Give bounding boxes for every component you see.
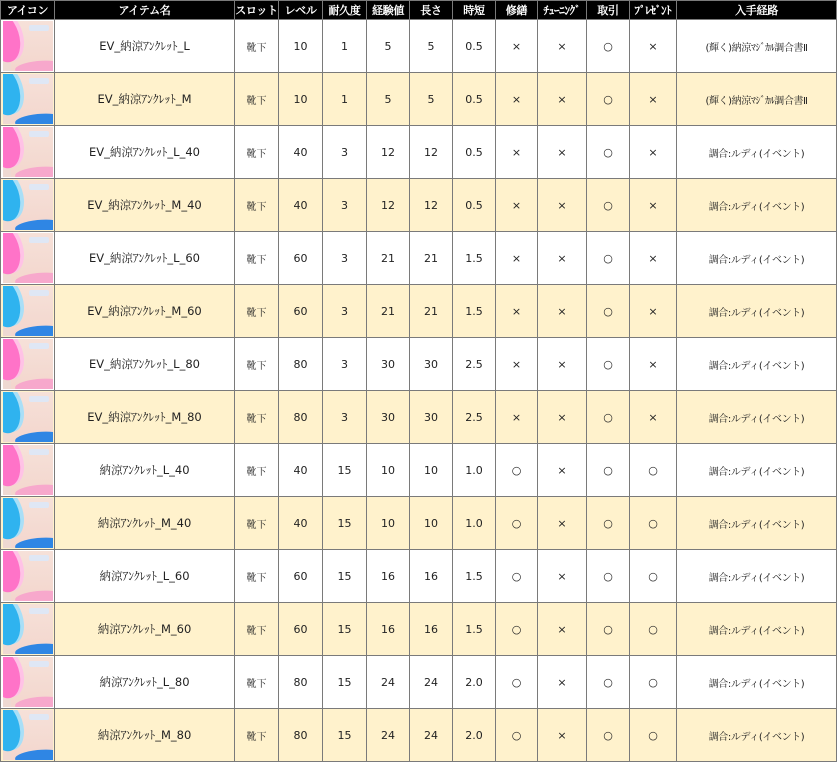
- length-cell: 21: [410, 285, 453, 338]
- present-cell: ×: [630, 126, 677, 179]
- durability-cell: 15: [323, 656, 367, 709]
- present-cell: ○: [630, 709, 677, 762]
- table-row: [1, 550, 837, 603]
- tuning-cell: ×: [538, 20, 587, 73]
- item-name-cell: 納涼ｱﾝｸﾚｯﾄ_M_60: [55, 603, 235, 656]
- trade-cell: ○: [587, 179, 630, 232]
- exp-cell: 30: [367, 338, 410, 391]
- shorten-cell: 1.5: [453, 285, 496, 338]
- tuning-cell: ×: [538, 656, 587, 709]
- length-cell: 24: [410, 656, 453, 709]
- present-cell: ×: [630, 391, 677, 444]
- anklet-blue-icon: [3, 74, 53, 124]
- source-cell: 調合:ルディ(イベント): [677, 550, 837, 603]
- anklet-pink-icon: [3, 21, 53, 71]
- length-cell: 10: [410, 497, 453, 550]
- present-cell: ○: [630, 444, 677, 497]
- tuning-cell: ×: [538, 232, 587, 285]
- present-cell: ×: [630, 338, 677, 391]
- source-cell: 調合:ルディ(イベント): [677, 709, 837, 762]
- shorten-cell: 2.0: [453, 709, 496, 762]
- icon-cell: [1, 126, 55, 179]
- header-row: [1, 1, 837, 20]
- durability-cell: 3: [323, 232, 367, 285]
- trade-cell: ○: [587, 550, 630, 603]
- present-cell: ×: [630, 285, 677, 338]
- repair-cell: ×: [496, 391, 538, 444]
- anklet-pink-icon: [3, 127, 53, 177]
- trade-cell: ○: [587, 444, 630, 497]
- length-cell: 12: [410, 179, 453, 232]
- level-cell: 80: [279, 391, 323, 444]
- tuning-cell: ×: [538, 338, 587, 391]
- slot-cell: 靴下: [235, 179, 279, 232]
- trade-cell: ○: [587, 338, 630, 391]
- repair-cell: ○: [496, 656, 538, 709]
- length-cell: 21: [410, 232, 453, 285]
- icon-cell: [1, 497, 55, 550]
- tuning-cell: ×: [538, 73, 587, 126]
- length-cell: 16: [410, 603, 453, 656]
- shorten-cell: 0.5: [453, 73, 496, 126]
- table-row: [1, 603, 837, 656]
- anklet-pink-icon: [3, 445, 53, 495]
- slot-cell: 靴下: [235, 709, 279, 762]
- anklet-pink-icon: [3, 657, 53, 707]
- item-name-cell: EV_納涼ｱﾝｸﾚｯﾄ_M_40: [55, 179, 235, 232]
- slot-cell: 靴下: [235, 391, 279, 444]
- icon-cell: [1, 656, 55, 709]
- slot-cell: 靴下: [235, 550, 279, 603]
- slot-cell: 靴下: [235, 656, 279, 709]
- repair-cell: ○: [496, 709, 538, 762]
- tuning-cell: ×: [538, 603, 587, 656]
- header-present: ﾌﾟﾚｾﾞﾝﾄ: [630, 1, 677, 20]
- icon-cell: [1, 232, 55, 285]
- level-cell: 10: [279, 20, 323, 73]
- tuning-cell: ×: [538, 497, 587, 550]
- tuning-cell: ×: [538, 444, 587, 497]
- item-name-cell: 納涼ｱﾝｸﾚｯﾄ_L_40: [55, 444, 235, 497]
- trade-cell: ○: [587, 603, 630, 656]
- trade-cell: ○: [587, 232, 630, 285]
- trade-cell: ○: [587, 285, 630, 338]
- table-row: [1, 73, 837, 126]
- trade-cell: ○: [587, 391, 630, 444]
- level-cell: 80: [279, 338, 323, 391]
- header-level: レベル: [279, 1, 323, 20]
- present-cell: ○: [630, 550, 677, 603]
- repair-cell: ×: [496, 73, 538, 126]
- tuning-cell: ×: [538, 709, 587, 762]
- tuning-cell: ×: [538, 550, 587, 603]
- present-cell: ×: [630, 73, 677, 126]
- source-cell: 調合:ルディ(イベント): [677, 179, 837, 232]
- header-slot: スロット: [235, 1, 279, 20]
- anklet-blue-icon: [3, 710, 53, 760]
- durability-cell: 15: [323, 444, 367, 497]
- anklet-blue-icon: [3, 604, 53, 654]
- durability-cell: 1: [323, 73, 367, 126]
- repair-cell: ×: [496, 285, 538, 338]
- source-cell: 調合:ルディ(イベント): [677, 338, 837, 391]
- item-name-cell: 納涼ｱﾝｸﾚｯﾄ_L_60: [55, 550, 235, 603]
- repair-cell: ○: [496, 603, 538, 656]
- table-row: [1, 179, 837, 232]
- header-item-name: アイテム名: [55, 1, 235, 20]
- tuning-cell: ×: [538, 179, 587, 232]
- table-row: [1, 444, 837, 497]
- present-cell: ○: [630, 656, 677, 709]
- table-row: [1, 497, 837, 550]
- durability-cell: 3: [323, 126, 367, 179]
- present-cell: ×: [630, 179, 677, 232]
- header-exp: 経験値: [367, 1, 410, 20]
- trade-cell: ○: [587, 497, 630, 550]
- header-source: 入手経路: [677, 1, 837, 20]
- header-length: 長さ: [410, 1, 453, 20]
- shorten-cell: 1.5: [453, 550, 496, 603]
- table-row: [1, 656, 837, 709]
- header-shorten: 時短: [453, 1, 496, 20]
- durability-cell: 15: [323, 709, 367, 762]
- item-name-cell: 納涼ｱﾝｸﾚｯﾄ_L_80: [55, 656, 235, 709]
- slot-cell: 靴下: [235, 126, 279, 179]
- table-row: [1, 391, 837, 444]
- table-row: [1, 285, 837, 338]
- exp-cell: 10: [367, 497, 410, 550]
- icon-cell: [1, 73, 55, 126]
- repair-cell: ○: [496, 497, 538, 550]
- durability-cell: 3: [323, 338, 367, 391]
- anklet-blue-icon: [3, 498, 53, 548]
- source-cell: 調合:ルディ(イベント): [677, 497, 837, 550]
- repair-cell: ×: [496, 338, 538, 391]
- shorten-cell: 2.0: [453, 656, 496, 709]
- item-name-cell: 納涼ｱﾝｸﾚｯﾄ_M_40: [55, 497, 235, 550]
- repair-cell: ×: [496, 126, 538, 179]
- exp-cell: 5: [367, 20, 410, 73]
- anklet-pink-icon: [3, 233, 53, 283]
- anklet-blue-icon: [3, 392, 53, 442]
- level-cell: 60: [279, 285, 323, 338]
- length-cell: 5: [410, 20, 453, 73]
- anklet-blue-icon: [3, 180, 53, 230]
- slot-cell: 靴下: [235, 497, 279, 550]
- table-row: [1, 20, 837, 73]
- anklet-pink-icon: [3, 339, 53, 389]
- exp-cell: 16: [367, 603, 410, 656]
- source-cell: 調合:ルディ(イベント): [677, 444, 837, 497]
- shorten-cell: 2.5: [453, 338, 496, 391]
- length-cell: 30: [410, 391, 453, 444]
- slot-cell: 靴下: [235, 444, 279, 497]
- exp-cell: 30: [367, 391, 410, 444]
- durability-cell: 15: [323, 550, 367, 603]
- level-cell: 60: [279, 232, 323, 285]
- exp-cell: 24: [367, 709, 410, 762]
- icon-cell: [1, 550, 55, 603]
- item-name-cell: EV_納涼ｱﾝｸﾚｯﾄ_L_40: [55, 126, 235, 179]
- icon-cell: [1, 391, 55, 444]
- source-cell: 調合:ルディ(イベント): [677, 285, 837, 338]
- item-name-cell: EV_納涼ｱﾝｸﾚｯﾄ_L_80: [55, 338, 235, 391]
- slot-cell: 靴下: [235, 603, 279, 656]
- source-cell: 調合:ルディ(イベント): [677, 391, 837, 444]
- source-cell: 調合:ルディ(イベント): [677, 232, 837, 285]
- durability-cell: 15: [323, 603, 367, 656]
- repair-cell: ×: [496, 179, 538, 232]
- present-cell: ○: [630, 497, 677, 550]
- level-cell: 40: [279, 497, 323, 550]
- icon-cell: [1, 20, 55, 73]
- shorten-cell: 1.0: [453, 497, 496, 550]
- slot-cell: 靴下: [235, 232, 279, 285]
- icon-cell: [1, 603, 55, 656]
- table-row: [1, 709, 837, 762]
- exp-cell: 21: [367, 232, 410, 285]
- present-cell: ×: [630, 232, 677, 285]
- source-cell: (輝く)納涼ﾏｼﾞｶﾙ調合書Ⅱ: [677, 20, 837, 73]
- level-cell: 80: [279, 709, 323, 762]
- header-durability: 耐久度: [323, 1, 367, 20]
- icon-cell: [1, 444, 55, 497]
- item-name-cell: 納涼ｱﾝｸﾚｯﾄ_M_80: [55, 709, 235, 762]
- trade-cell: ○: [587, 656, 630, 709]
- source-cell: 調合:ルディ(イベント): [677, 126, 837, 179]
- durability-cell: 15: [323, 497, 367, 550]
- header-tuning: ﾁｭｰﾆﾝｸﾞ: [538, 1, 587, 20]
- durability-cell: 3: [323, 391, 367, 444]
- slot-cell: 靴下: [235, 285, 279, 338]
- header-icon: アイコン: [1, 1, 55, 20]
- length-cell: 12: [410, 126, 453, 179]
- present-cell: ×: [630, 20, 677, 73]
- exp-cell: 12: [367, 179, 410, 232]
- length-cell: 16: [410, 550, 453, 603]
- exp-cell: 21: [367, 285, 410, 338]
- repair-cell: ○: [496, 550, 538, 603]
- tuning-cell: ×: [538, 126, 587, 179]
- header-trade: 取引: [587, 1, 630, 20]
- durability-cell: 1: [323, 20, 367, 73]
- repair-cell: ×: [496, 20, 538, 73]
- durability-cell: 3: [323, 179, 367, 232]
- table-row: [1, 126, 837, 179]
- shorten-cell: 0.5: [453, 20, 496, 73]
- shorten-cell: 2.5: [453, 391, 496, 444]
- trade-cell: ○: [587, 709, 630, 762]
- source-cell: 調合:ルディ(イベント): [677, 656, 837, 709]
- exp-cell: 10: [367, 444, 410, 497]
- shorten-cell: 1.5: [453, 603, 496, 656]
- source-cell: (輝く)納涼ﾏｼﾞｶﾙ調合書Ⅱ: [677, 73, 837, 126]
- anklet-pink-icon: [3, 551, 53, 601]
- level-cell: 40: [279, 444, 323, 497]
- trade-cell: ○: [587, 20, 630, 73]
- item-name-cell: EV_納涼ｱﾝｸﾚｯﾄ_L: [55, 20, 235, 73]
- level-cell: 40: [279, 179, 323, 232]
- anklet-blue-icon: [3, 286, 53, 336]
- present-cell: ○: [630, 603, 677, 656]
- icon-cell: [1, 338, 55, 391]
- repair-cell: ○: [496, 444, 538, 497]
- repair-cell: ×: [496, 232, 538, 285]
- item-name-cell: EV_納涼ｱﾝｸﾚｯﾄ_M_60: [55, 285, 235, 338]
- source-cell: 調合:ルディ(イベント): [677, 603, 837, 656]
- icon-cell: [1, 179, 55, 232]
- level-cell: 10: [279, 73, 323, 126]
- trade-cell: ○: [587, 73, 630, 126]
- exp-cell: 16: [367, 550, 410, 603]
- icon-cell: [1, 285, 55, 338]
- table-row: [1, 338, 837, 391]
- tuning-cell: ×: [538, 391, 587, 444]
- length-cell: 5: [410, 73, 453, 126]
- tuning-cell: ×: [538, 285, 587, 338]
- level-cell: 40: [279, 126, 323, 179]
- slot-cell: 靴下: [235, 338, 279, 391]
- durability-cell: 3: [323, 285, 367, 338]
- shorten-cell: 0.5: [453, 179, 496, 232]
- slot-cell: 靴下: [235, 73, 279, 126]
- trade-cell: ○: [587, 126, 630, 179]
- level-cell: 60: [279, 550, 323, 603]
- level-cell: 60: [279, 603, 323, 656]
- header-repair: 修繕: [496, 1, 538, 20]
- item-name-cell: EV_納涼ｱﾝｸﾚｯﾄ_M_80: [55, 391, 235, 444]
- length-cell: 30: [410, 338, 453, 391]
- length-cell: 10: [410, 444, 453, 497]
- item-name-cell: EV_納涼ｱﾝｸﾚｯﾄ_L_60: [55, 232, 235, 285]
- length-cell: 24: [410, 709, 453, 762]
- icon-cell: [1, 709, 55, 762]
- slot-cell: 靴下: [235, 20, 279, 73]
- item-name-cell: EV_納涼ｱﾝｸﾚｯﾄ_M: [55, 73, 235, 126]
- exp-cell: 12: [367, 126, 410, 179]
- shorten-cell: 1.0: [453, 444, 496, 497]
- shorten-cell: 1.5: [453, 232, 496, 285]
- level-cell: 80: [279, 656, 323, 709]
- table-row: [1, 232, 837, 285]
- shorten-cell: 0.5: [453, 126, 496, 179]
- exp-cell: 5: [367, 73, 410, 126]
- exp-cell: 24: [367, 656, 410, 709]
